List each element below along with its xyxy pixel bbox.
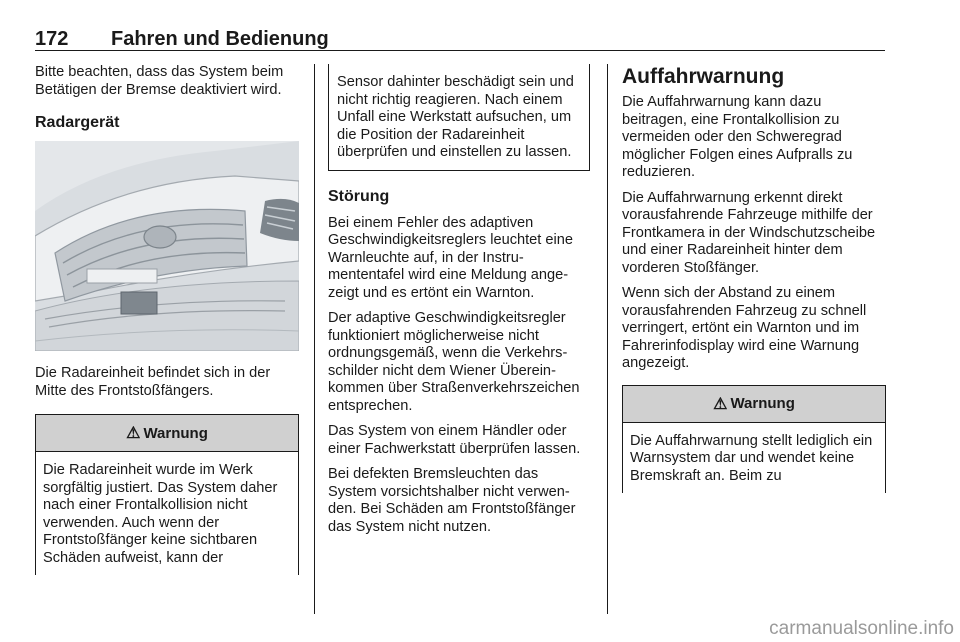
page-number: 172 [35,28,69,50]
warning-text: Die Radareinheit wurde im Werk sorgfältig justiert. Das System daher nach einer Frontalkollision nicht verwenden. Auch wenn der Frontstoßfänger keine sichtbaren Schäden aufweist, kann der [43,462,278,566]
warning-title: Warnung [143,424,208,442]
warning-text: Die Auffahrwarnung stellt lediglich ein Warnsystem dar und wendet keine Bremskraft an. Beim zu [630,432,873,484]
warning-box-continued: Sensor dahinter beschädigt sein und nicht richtig reagieren. Nach einem Unfall eine Werkstatt aufsuchen, um die Position der Radareinheit überprüfen und einstellen zu lassen. [328,64,590,171]
section-heading-auffahrwarnung: Auffahrwarnung [622,65,785,88]
column-1 [35,64,299,575]
section-heading-radar: Radargerät [35,114,120,131]
warning-box-radar [35,414,299,575]
warning-box-auffahr [622,385,886,494]
column-divider-2 [607,64,608,614]
stoerung-paragraph-2: Der adaptive Geschwindigkeitsregler funktioniert möglicherweise nicht ordnungsgemäß, wenn die Verkehrsschilder nicht dem Wiener Übereinkommen über Straßenverkehrszeichen entsprechen. [328,310,580,414]
auffahr-paragraph-1: Die Auffahrwarnung kann dazu beitragen, eine Frontalkollision zu vermeiden oder den Schweregrad möglicher Folgen eines Aufpralls zu reduzieren. [622,94,853,180]
watermark: carmanualsonline.info [769,618,954,639]
warning-header [36,415,298,452]
warning-triangle-icon: ⚠ [713,395,728,413]
warning-title: Warnung [730,395,795,412]
column-divider-1 [314,64,315,614]
warning-triangle-icon: ⚠ [126,425,141,442]
column-2 [328,64,590,536]
stoerung-paragraph-1: Bei einem Fehler des adaptiven Geschwindigkeitsreglers leuchtet eine Warnleuchte auf, in der Instrumententafel wird eine Meldung angezeigt und es ertönt ein Warnton. [328,214,573,301]
warning-header [623,386,885,423]
header-rule [35,50,885,51]
stoerung-paragraph-3: Das System von einem Händler oder einer Fachwerkstatt überprüfen lassen. [328,423,581,457]
intro-paragraph: Bitte beachten, dass das System beim Betätigen der Bremse deaktiviert wird. [35,64,284,98]
running-title: Fahren und Bedienung [111,28,329,50]
page-header [35,26,885,52]
image-caption: Die Radareinheit befindet sich in der Mitte des Frontstoßfängers. [35,365,271,399]
auffahr-paragraph-2: Die Auffahrwarnung erkennt direkt vorausfahrende Fahrzeuge mithilfe der Frontkamera in der Windschutzscheibe und einer Radareinheit hinter dem vorderen Stoßfänger. [622,189,876,276]
column-3 [622,64,886,493]
stoerung-paragraph-4: Bei defekten Bremsleuchten das System vorsichtshalber nicht verwenden. Bei Schäden am Frontstoßfänger das System nicht nutzen. [328,466,576,535]
section-heading-stoerung: Störung [328,187,390,205]
auffahr-paragraph-3: Wenn sich der Abstand zu einem vorausfahrenden Fahrzeug zu schnell verringert, ertönt ein Warnton und im Fahrerinfodisplay wird eine Warnung angezeigt. [622,285,867,371]
radar-unit-photo [35,141,299,351]
